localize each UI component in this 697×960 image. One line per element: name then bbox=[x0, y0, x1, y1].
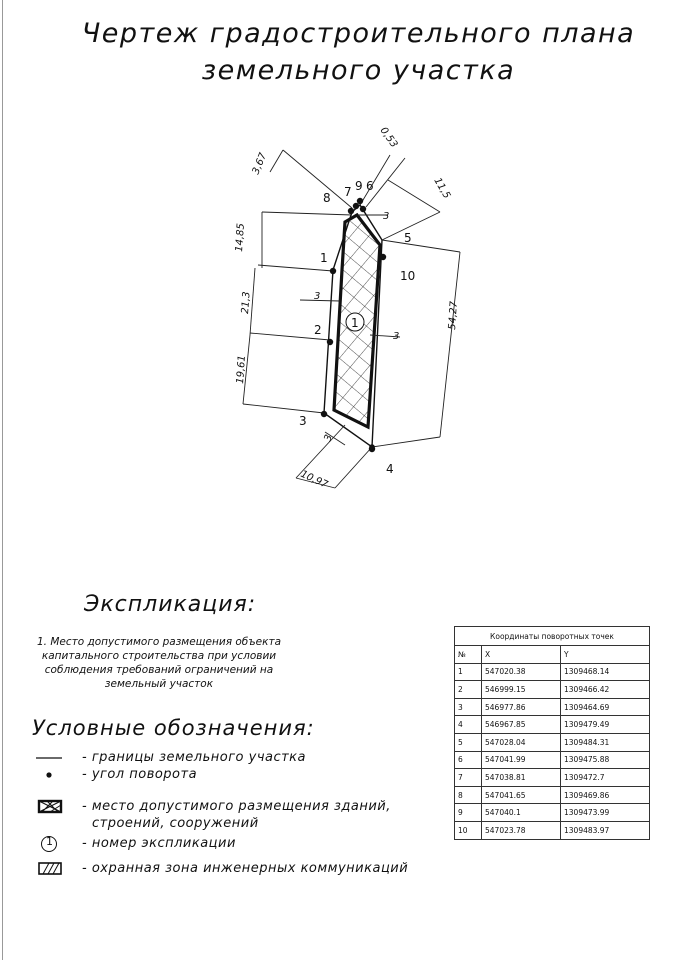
dim-label: 3 bbox=[383, 211, 390, 222]
point-label: 10 bbox=[400, 269, 416, 283]
table-cell: 546999.15 bbox=[482, 681, 561, 699]
table-cell: 1309464.69 bbox=[561, 698, 650, 716]
table-cell: 1 bbox=[455, 663, 482, 681]
table-caption: Координаты поворотных точек bbox=[455, 627, 650, 646]
table-row bbox=[455, 821, 650, 839]
table-cell: 1309468.14 bbox=[561, 663, 650, 681]
dim-label: 11,5 bbox=[431, 176, 453, 201]
dim-label: 14,85 bbox=[234, 222, 247, 253]
point-label: 8 bbox=[323, 191, 331, 205]
table-row bbox=[455, 786, 650, 804]
point-label: 9 bbox=[355, 179, 363, 193]
line-icon bbox=[34, 750, 64, 766]
dim-label: 3 bbox=[314, 291, 321, 302]
table-cell: 2 bbox=[455, 681, 482, 699]
table-cell: 5 bbox=[455, 733, 482, 751]
point-label: 6 bbox=[366, 179, 374, 193]
table-cell: 547023.78 bbox=[482, 821, 561, 839]
point-label: 4 bbox=[386, 462, 394, 476]
dim-label: 10,97 bbox=[298, 468, 330, 491]
table-cell: 8 bbox=[455, 786, 482, 804]
table-cell: 3 bbox=[455, 698, 482, 716]
table-row bbox=[455, 681, 650, 699]
table-cell: 1309466.42 bbox=[561, 681, 650, 699]
dim-label: 21,3 bbox=[240, 291, 253, 315]
explication-text: 1. Место допустимого размещения объекта капитального строительства при условии соблюдения требований ограничений на земельный участок bbox=[36, 636, 282, 690]
point-label: 2 bbox=[314, 323, 322, 337]
dim-label: 3,67 bbox=[250, 151, 270, 177]
table-row bbox=[455, 716, 650, 734]
page-title-line1: Чертеж градостроительного плана bbox=[81, 18, 636, 49]
table-cell: 1309479.49 bbox=[561, 716, 650, 734]
dim-label: 54,27 bbox=[447, 300, 460, 331]
table-cell: 546977.86 bbox=[482, 698, 561, 716]
point-label: 7 bbox=[344, 185, 352, 199]
point-label: 1 bbox=[320, 251, 328, 265]
table-row bbox=[455, 804, 650, 822]
table-row bbox=[455, 663, 650, 681]
table-cell: 1309475.88 bbox=[561, 751, 650, 769]
table-cell: 9 bbox=[455, 804, 482, 822]
legend-heading: Условные обозначения: bbox=[32, 716, 315, 740]
table-cell: 10 bbox=[455, 821, 482, 839]
dim-label: 3 bbox=[322, 433, 335, 444]
table-cell: 1309473.99 bbox=[561, 804, 650, 822]
dim-label: 0,53 bbox=[377, 125, 400, 150]
page-title-line2: земельного участка bbox=[201, 55, 516, 86]
table-row bbox=[455, 698, 650, 716]
table-cell: 547028.04 bbox=[482, 733, 561, 751]
table-cell: 1309472.7 bbox=[561, 769, 650, 787]
point-label: 3 bbox=[299, 414, 307, 428]
explication-heading: Экспликация: bbox=[84, 592, 257, 617]
crosshatch-box-icon bbox=[34, 799, 64, 815]
table-row bbox=[455, 769, 650, 787]
hatched-box-icon bbox=[34, 861, 64, 877]
table-cell: 1309469.86 bbox=[561, 786, 650, 804]
table-cell: 6 bbox=[455, 751, 482, 769]
table-cell: 1309483.97 bbox=[561, 821, 650, 839]
table-cell: 1309484.31 bbox=[561, 733, 650, 751]
table-row bbox=[455, 733, 650, 751]
circle-number-symbol: 1 bbox=[46, 835, 54, 848]
dim-label: 3 bbox=[393, 331, 400, 342]
table-row bbox=[455, 751, 650, 769]
table-cell: 547020.38 bbox=[482, 663, 561, 681]
table-cell: 547038.81 bbox=[482, 769, 561, 787]
table-cell: 7 bbox=[455, 769, 482, 787]
table-cell: 547041.99 bbox=[482, 751, 561, 769]
coordinates-table bbox=[454, 626, 650, 840]
table-cell: 4 bbox=[455, 716, 482, 734]
dim-label: 19,61 bbox=[235, 354, 248, 385]
dot-icon bbox=[34, 767, 64, 783]
zone-number: 1 bbox=[351, 316, 359, 330]
table-header-row: № X Y bbox=[455, 646, 650, 664]
point-label: 5 bbox=[404, 231, 412, 245]
table-cell: 547040.1 bbox=[482, 804, 561, 822]
table-cell: 547041.65 bbox=[482, 786, 561, 804]
table-cell: 546967.85 bbox=[482, 716, 561, 734]
